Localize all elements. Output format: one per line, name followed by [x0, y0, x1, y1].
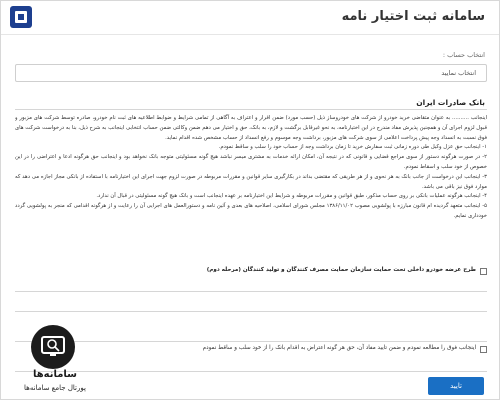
watermark-tagline: پورتال جامع سامانه‌ها — [24, 384, 86, 392]
account-select-placeholder: انتخاب نمایید — [441, 69, 476, 77]
final-consent-label: اینجانب فوق را مطالعه نمودم و ضمن تایید مفاد آن، حق هر گونه اعتراض به اقدام بانک را از خود سلب و ساقط نمودم — [202, 345, 476, 351]
account-select[interactable] — [15, 64, 487, 82]
watermark-logo-icon — [31, 325, 75, 369]
terms-paragraph: ۵- اینجانب متعهد گردیده ام قانون مبارزه با پولشویی مصوب ۱۳۸۶/۱۱/۰۲ مجلس شورای اسلامی، اصلاحیه های بعدی و آئین نامه و دستورالعمل های اجرایی آن را رعایت و از هرگونه اقدامی که منجر به پولشویی گردد خودداری نمایم. — [15, 203, 487, 219]
bank-heading: بانک صادرات ایران — [416, 98, 485, 107]
divider — [15, 311, 487, 312]
plan-checkbox[interactable] — [480, 268, 487, 275]
page-title: سامانه ثبت اختیار نامه — [341, 9, 485, 24]
bank-logo-icon — [9, 5, 33, 29]
samanehha-watermark — [5, 325, 105, 397]
terms-paragraph: اینجانب .......... به عنوان متقاضی خرید خودرو از شرکت های خودروساز ذیل (حسب مورد) ضمن اقرار و اعتراف به آگاهی از تمامی شرایط و ضوابط اطلاعیه های ثبت نام خودرو، صادره توسط شرکت های مزبور و قبول لزوم اجرای آن و همچنین پذیرش مفاد مندرج در این اختیارنامه، به نحو غیرقابل برگشت و لازم، به بانک، حق و اختیار می دهم ضمن وکالتی ضمن حساب انتخابی اینجانب به شرح ذیل، بنا به درخواست شرکت های فوق نسبت به انسداد وجه پیش پرداخت اعلامی از سوی شرکت های مزبور، برداشت وجه موسوم و رفع انسداد از حساب مشخص شده اقدام نماید. — [15, 115, 487, 141]
terms-paragraph: ۲- در صورت هرگونه دستور از سوی مراجع قضایی و قانونی که در نتیجه آن، امکان ارائه خدمات به مشتری میسر نباشد هیچ گونه مسئولیتی متوجه بانک نخواهد بود و اینجانب حق هرگونه ادعا و اعتراضی را در این خصوص از خود سلب و اسقاط نمودم. — [15, 154, 487, 170]
divider — [15, 291, 487, 292]
header — [1, 1, 499, 35]
divider — [15, 109, 487, 110]
plan-checkbox-label: طرح عرضه خودرو داخلی تحت حمایت سازمان حمایت مصرف کنندگان و تولید کنندگان (مرحله دوم) — [206, 267, 476, 273]
final-consent-checkbox[interactable] — [480, 346, 487, 353]
watermark-name: سامانه‌ها — [32, 369, 78, 380]
consent-row-plan[interactable] — [15, 266, 487, 278]
magnifier-monitor-icon — [31, 325, 75, 369]
account-select-label: انتخاب حساب : — [442, 51, 485, 59]
submit-button[interactable]: تایید — [428, 377, 484, 395]
terms-paragraph: ۱- اینجانب حق عزل وکیل طی دوره زمانی ثبت سفارش خرید تا زمان برداشت وجه از حساب خود را سلب و ساقط نمودم. — [218, 144, 487, 151]
terms-paragraph: ۳- اینجانب این درخواست از جانب بانک به هر نحوی و از هر طریقی که مقتضی بداند در بکارگیری سایر قوانین و مقررات مربوطه در صورت لزوم جهت اجرای این اختیارنامه با استفاده از بانکی مجاز اجازه می دهد که موارد فوق نیز باقی می باشد. — [15, 173, 487, 190]
terms-paragraph: ۴- اینجانب هرگونه عملیات بانکی بر روی حساب مذکور، طبق قوانین و مقررات مربوطه و شرایط این اختیارنامه بر عهده اینجانب است و بانک هیچ گونه مسئولیتی در قبال آن ندارد. — [96, 193, 487, 200]
terms-text — [15, 114, 487, 264]
